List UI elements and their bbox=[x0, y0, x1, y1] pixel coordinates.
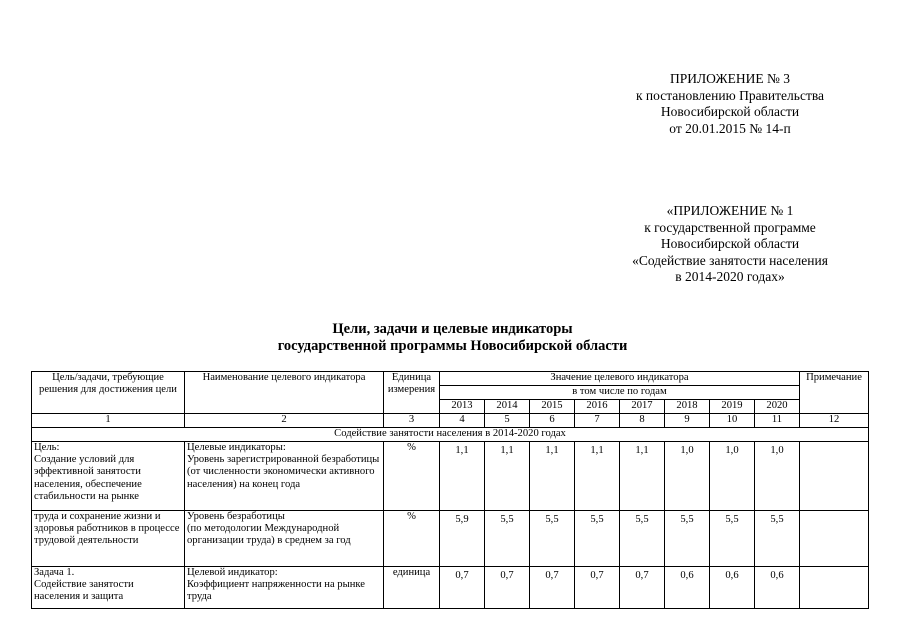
value-cell: 1,1 bbox=[440, 442, 485, 511]
goal-cell: Задача 1. Содействие занятости населения и защита bbox=[32, 567, 185, 609]
value-cell: 1,1 bbox=[485, 442, 530, 511]
appendix-program-line: «ПРИЛОЖЕНИЕ № 1 bbox=[666, 203, 794, 218]
note-cell bbox=[800, 511, 869, 567]
column-number: 8 bbox=[620, 414, 665, 428]
value-cell: 0,6 bbox=[755, 567, 800, 609]
appendix-program-line: Новосибирской области bbox=[660, 236, 800, 251]
header-unit: Единица измерения bbox=[384, 372, 440, 414]
column-number: 9 bbox=[665, 414, 710, 428]
column-number: 5 bbox=[485, 414, 530, 428]
unit-cell: % bbox=[384, 511, 440, 567]
unit-cell: единица bbox=[384, 567, 440, 609]
value-cell: 5,5 bbox=[530, 511, 575, 567]
column-number: 6 bbox=[530, 414, 575, 428]
header-year: 2019 bbox=[710, 400, 755, 414]
value-cell: 0,7 bbox=[620, 567, 665, 609]
appendix-program-header bbox=[560, 203, 900, 286]
header-indicator-name: Наименование целевого индикатора bbox=[185, 372, 384, 414]
value-cell: 1,1 bbox=[530, 442, 575, 511]
value-cell: 5,5 bbox=[710, 511, 755, 567]
value-cell: 0,7 bbox=[485, 567, 530, 609]
appendix-decree-line: к постановлению Правительства bbox=[635, 87, 825, 103]
value-cell: 1,0 bbox=[755, 442, 800, 511]
section-title: Содействие занятости населения в 2014-2020 годах bbox=[32, 428, 869, 442]
value-cell: 1,1 bbox=[575, 442, 620, 511]
indicator-cell: Уровень безработицы (по методологии Международной организации труда) в среднем за год bbox=[185, 511, 384, 567]
value-cell: 0,6 bbox=[665, 567, 710, 609]
header-year: 2017 bbox=[620, 400, 665, 414]
header-indicator-value: Значение целевого индикатора bbox=[440, 372, 800, 386]
document-title-line2: государственной программы Новосибирской области bbox=[277, 338, 628, 354]
column-number: 2 bbox=[185, 414, 384, 428]
indicator-cell: Целевой индикатор: Коэффициент напряженности на рынке труда bbox=[185, 567, 384, 609]
header-goal: Цель/задачи, требующие решения для достижения цели bbox=[32, 372, 185, 414]
value-cell: 1,1 bbox=[620, 442, 665, 511]
appendix-decree-line: от 20.01.2015 № 14-п bbox=[669, 120, 791, 136]
unit-cell: % bbox=[384, 442, 440, 511]
goal-cell: Цель: Создание условий для эффективной занятости населения, обеспечение стабильности на рынке bbox=[32, 442, 185, 511]
value-cell: 5,9 bbox=[440, 511, 485, 567]
header-year: 2020 bbox=[755, 400, 800, 414]
header-year: 2015 bbox=[530, 400, 575, 414]
value-cell: 5,5 bbox=[665, 511, 710, 567]
header-year: 2018 bbox=[665, 400, 710, 414]
value-cell: 0,7 bbox=[530, 567, 575, 609]
value-cell: 5,5 bbox=[485, 511, 530, 567]
column-number: 4 bbox=[440, 414, 485, 428]
header-year: 2013 bbox=[440, 400, 485, 414]
column-number: 11 bbox=[755, 414, 800, 428]
value-cell: 0,6 bbox=[710, 567, 755, 609]
document-title-line1: Цели, задачи и целевые индикаторы bbox=[332, 321, 573, 337]
column-number: 7 bbox=[575, 414, 620, 428]
note-cell bbox=[800, 567, 869, 609]
note-cell bbox=[800, 442, 869, 511]
header-year: 2016 bbox=[575, 400, 620, 414]
header-by-year: в том числе по годам bbox=[440, 386, 800, 400]
appendix-decree-header bbox=[560, 71, 900, 137]
appendix-program-line: в 2014-2020 годах» bbox=[675, 269, 785, 284]
value-cell: 0,7 bbox=[575, 567, 620, 609]
indicator-cell: Целевые индикаторы: Уровень зарегистрированной безработицы (от численности экономически активного населения) на конец года bbox=[185, 442, 384, 511]
column-number: 12 bbox=[800, 414, 869, 428]
value-cell: 5,5 bbox=[620, 511, 665, 567]
appendix-program-line: «Содействие занятости населения bbox=[632, 252, 828, 268]
document-title bbox=[0, 321, 905, 355]
column-number: 3 bbox=[384, 414, 440, 428]
appendix-decree-line: Новосибирской области bbox=[660, 104, 800, 119]
value-cell: 0,7 bbox=[440, 567, 485, 609]
table-row bbox=[32, 442, 869, 511]
table-row bbox=[32, 511, 869, 567]
value-cell: 1,0 bbox=[665, 442, 710, 511]
value-cell: 5,5 bbox=[575, 511, 620, 567]
value-cell: 1,0 bbox=[710, 442, 755, 511]
table-row bbox=[32, 567, 869, 609]
indicators-table bbox=[31, 371, 869, 609]
appendix-decree-line: ПРИЛОЖЕНИЕ № 3 bbox=[669, 71, 791, 86]
value-cell: 5,5 bbox=[755, 511, 800, 567]
goal-cell: труда и сохранение жизни и здоровья работников в процессе трудовой деятельности bbox=[32, 511, 185, 567]
appendix-program-line: к государственной программе bbox=[644, 219, 816, 235]
column-number: 1 bbox=[32, 414, 185, 428]
header-note: Примечание bbox=[800, 372, 869, 414]
header-year: 2014 bbox=[485, 400, 530, 414]
column-number: 10 bbox=[710, 414, 755, 428]
